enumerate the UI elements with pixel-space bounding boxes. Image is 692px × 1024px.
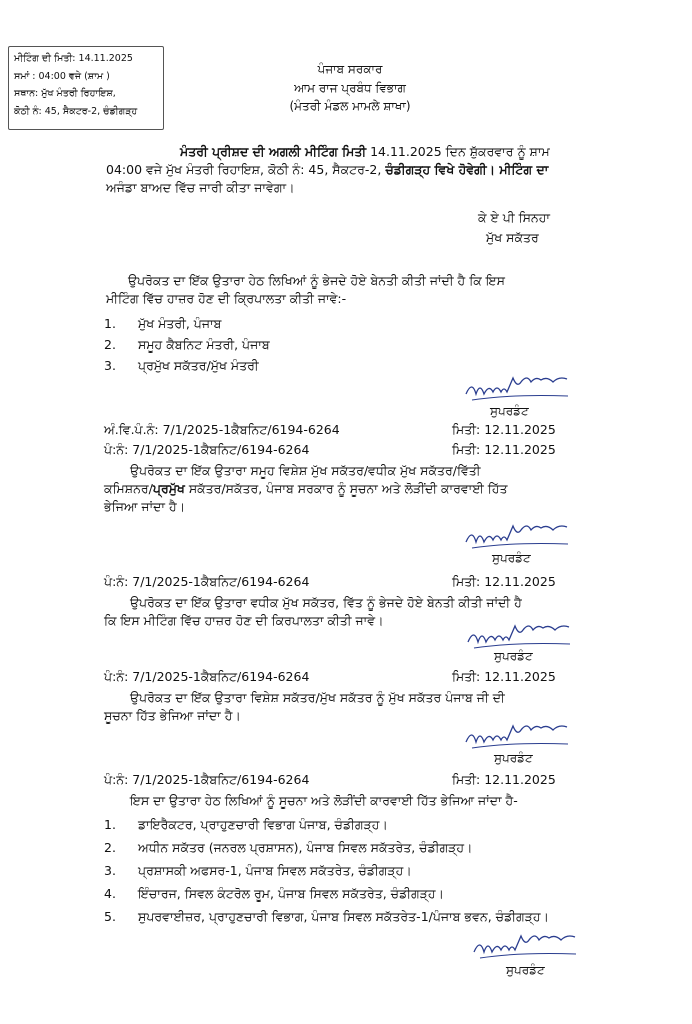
chief-secretary-designation: ਮੁੱਖ ਸਕੱਤਰ [486,230,539,245]
meeting-info-stamp [8,46,164,130]
branch-name: (ਮੰਤਰੀ ਮੰਡਲ ਮਾਮਲੇ ਸ਼ਾਖਾ) [289,99,411,114]
superintendent-label-1: ਸੁਪਰਡੰਟ [490,404,529,418]
list-item-number: 1. [104,817,116,833]
section4-line1: ਉਪਰੋਕਤ ਦਾ ਇੱਕ ਉਤਾਰਾ ਵਿਸ਼ੇਸ਼ ਸਕੱਤਰ/ਮੁੱਖ ਸਕੱਤਰ ਨੂੰ ਮੁੱਖ ਸਕੱਤਰ ਪੰਜਾਬ ਜੀ ਦੀ [130,690,505,705]
list-item-text: ਮੁੱਖ ਮੰਤਰੀ, ਪੰਜਾਬ [138,316,222,332]
notice-text-1: 14.11.2025 ਦਿਨ ਸ਼ੁੱਕਰਵਾਰ ਨੂੰ ਸ਼ਾਮ [366,144,550,159]
list-item-text: ਪ੍ਰਸ਼ਾਸਕੀ ਅਫਸਰ-1, ਪੰਜਾਬ ਸਿਵਲ ਸਕੱਤਰੇਤ, ਚੰਡੀਗੜ੍ਹ। [138,863,412,879]
reference-date: ਮਿਤੀ: 12.11.2025 [452,669,556,684]
superintendent-label-5: ਸੁਪਰਡੰਟ [506,963,545,977]
list-item-number: 5. [104,909,116,925]
section1-line1: ਉਪਰੋਕਤ ਦਾ ਇੱਕ ਉਤਾਰਾ ਹੇਠ ਲਿਖਿਆਂ ਨੂੰ ਭੇਜਦੇ ਹੋਏ ਬੇਨਤੀ ਕੀਤੀ ਜਾਂਦੀ ਹੈ ਕਿ ਇਸ [128,273,505,288]
list-item-number: 3. [104,863,116,879]
superintendent-label-4: ਸੁਪਰਡੰਟ [494,751,533,765]
section2-text [104,462,578,516]
section3-line2: ਕਿ ਇਸ ਮੀਟਿੰਗ ਵਿੱਚ ਹਾਜ਼ਰ ਹੋਣ ਦੀ ਕਿਰਪਾਲਤਾ ਕੀਤੀ ਜਾਵੇ। [104,613,384,629]
section2-line2 [104,480,578,498]
reference-date: ਮਿਤੀ: 12.11.2025 [452,772,556,787]
govt-name: ਪੰਜਾਬ ਸਰਕਾਰ [317,62,383,76]
notice-bold-lead: ਮੰਤਰੀ ਪ੍ਰੀਸ਼ਦ ਦੀ ਅਗਲੀ ਮੀਟਿੰਗ ਮਿਤੀ [180,144,367,159]
department-name: ਆਮ ਰਾਜ ਪ੍ਰਬੰਧ ਵਿਭਾਗ [294,80,406,95]
section2-line1: ਉਪਰੋਕਤ ਦਾ ਇੱਕ ਉਤਾਰਾ ਸਮੂਹ ਵਿਸ਼ੇਸ਼ ਮੁੱਖ ਸਕੱਤਰ/ਵਧੀਕ ਮੁੱਖ ਸਕੱਤਰ/ਵਿੱਤੀ [130,463,481,478]
stamp-venue: ਸਥਾਨ: ਮੁੱਖ ਮੰਤਰੀ ਰਿਹਾਇਸ਼, [14,88,116,100]
notice-bold-venue: ਚੰਡੀਗੜ੍ਹ ਵਿਖੇ ਹੋਵੇਗੀ। ਮੀਟਿੰਗ ਦਾ [385,162,549,178]
list-item-number: 3. [104,358,116,374]
reference-number: ਪੰ:ਨੰ: 7/1/2025-1ਕੈਬਨਿਟ/6194-6264 [104,669,310,684]
stamp-date: ਮੀਟਿੰਗ ਦੀ ਮਿਤੀ: 14.11.2025 [14,53,133,64]
list-item [104,906,549,929]
reference-date: ਮਿਤੀ: 12.11.2025 [452,422,556,437]
list-item-text: ਇੰਚਾਰਜ, ਸਿਵਲ ਕੰਟਰੋਲ ਰੂਮ, ਪੰਜਾਬ ਸਿਵਲ ਸਕੱਤਰੇਤ, ਚੰਡੀਗੜ੍ਹ। [138,886,444,902]
list-item-text: ਡਾਇਰੈਕਟਰ, ਪ੍ਰਾਹੁਣਚਾਰੀ ਵਿਭਾਗ ਪੰਜਾਬ, ਚੰਡੀਗੜ੍ਹ। [138,817,388,833]
chief-secretary-name: ਕੇ ਏ ਪੀ ਸਿਨਹਾ [478,210,550,225]
reference-row-a [104,421,564,439]
reference-number: ਅੰ.ਵਿ.ਪੰ.ਨੰ: 7/1/2025-1ਕੈਬਨਿਟ/6194-6264 [104,422,340,437]
list-item [104,356,270,377]
stamp-time: ਸਮਾਂ : 04:00 ਵਜੇ (ਸ਼ਾਮ ) [14,70,110,82]
meeting-notice [106,143,576,197]
list-item [104,860,549,883]
notice-text-3: ਅਜੰਡਾ ਬਾਅਦ ਵਿੱਚ ਜਾਰੀ ਕੀਤਾ ਜਾਵੇਗਾ। [106,180,295,196]
section1-line2: ਮੀਟਿੰਗ ਵਿੱਚ ਹਾਜ਼ਰ ਹੋਣ ਦੀ ਕ੍ਰਿਪਾਲਤਾ ਕੀਤੀ ਜਾਵੇ:- [106,291,347,307]
letterhead [250,60,450,116]
list-item-text: ਸਮੂਹ ਕੈਬਨਿਟ ਮੰਤਰੀ, ਪੰਜਾਬ [138,337,270,353]
reference-number: ਪੰ:ਨੰ: 7/1/2025-1ਕੈਬਨਿਟ/6194-6264 [104,772,310,787]
section2-line3: ਭੇਜਿਆ ਜਾਂਦਾ ਹੈ। [104,499,186,515]
list-item-number: 2. [104,337,116,353]
list-item [104,814,549,837]
reference-row-b [104,441,564,459]
list-item [104,883,549,906]
section2-line2-bold: ਪ੍ਰਮੁੱਖ [152,481,185,497]
reference-number: ਪੰ:ਨੰ: 7/1/2025-1ਕੈਬਨਿਟ/6194-6264 [104,574,310,589]
reference-date: ਮਿਤੀ: 12.11.2025 [452,574,556,589]
section4-line2: ਸੂਚਨਾ ਹਿੱਤ ਭੇਜਿਆ ਜਾਂਦਾ ਹੈ। [104,708,241,724]
superintendent-label-3: ਸੁਪਰਡੰਟ [494,649,533,663]
section2-line2-a: ਕਮਿਸ਼ਨਰ/ [104,481,153,497]
section2-line2-c: ਸਕੱਤਰ/ਸਕੱਤਰ, ਪੰਜਾਬ ਸਰਕਾਰ ਨੂੰ ਸੂਚਨਾ ਅਤੇ ਲੋੜੀਂਦੀ ਕਾਰਵਾਈ ਹਿੱਤ [184,481,508,497]
reference-date: ਮਿਤੀ: 12.11.2025 [452,442,556,457]
reference-number: ਪੰ:ਨੰ: 7/1/2025-1ਕੈਬਨਿਟ/6194-6264 [104,442,310,457]
superintendent-signature-1 [462,372,580,406]
list-item-text: ਪ੍ਰਮੁੱਖ ਸਕੱਤਰ/ਮੁੱਖ ਮੰਤਰੀ [138,358,259,374]
list-item-number: 4. [104,886,116,902]
reference-row-d [104,668,564,686]
list-item [104,837,549,860]
superintendent-label-2: ਸੁਪਰਡੰਟ [492,551,531,565]
section5-list [104,814,549,929]
list-item-number: 2. [104,840,116,856]
list-item [104,314,270,335]
notice-text-2: 04:00 ਵਜੇ ਮੁੱਖ ਮੰਤਰੀ ਰਿਹਾਇਸ਼, ਕੋਠੀ ਨੰ: 45, ਸੈਕਟਰ-2, [106,162,386,178]
section1-list [104,314,270,377]
section1-text [106,272,576,308]
reference-row-e [104,771,564,789]
section5-intro: ਇਸ ਦਾ ਉਤਾਰਾ ਹੇਠ ਲਿਖਿਆਂ ਨੂੰ ਸੂਚਨਾ ਅਤੇ ਲੋੜੀਂਦੀ ਕਾਰਵਾਈ ਹਿੱਤ ਭੇਜਿਆ ਜਾਂਦਾ ਹੈ- [130,793,518,808]
list-item-number: 1. [104,316,116,332]
list-item-text: ਸੁਪਰਵਾਈਜ਼ਰ, ਪ੍ਰਾਹੁਣਚਾਰੀ ਵਿਭਾਗ, ਪੰਜਾਬ ਸਿਵਲ ਸਕੱਤਰੇਤ-1/ਪੰਜਾਬ ਭਵਨ, ਚੰਡੀਗੜ੍ਹ। [138,909,549,925]
section4-text [104,689,578,725]
stamp-address: ਕੋਠੀ ਨੰ: 45, ਸੈਕਟਰ-2, ਚੰਡੀਗੜ੍ਹ [14,105,138,117]
superintendent-signature-5 [470,932,588,964]
list-item [104,335,270,356]
section3-line1: ਉਪਰੋਕਤ ਦਾ ਇੱਕ ਉਤਾਰਾ ਵਧੀਕ ਮੁੱਖ ਸਕੱਤਰ, ਵਿੱਤ ਨੂੰ ਭੇਜਦੇ ਹੋਏ ਬੇਨਤੀ ਕੀਤੀ ਜਾਂਦੀ ਹੈ [130,595,522,610]
list-item-text: ਅਧੀਨ ਸਕੱਤਰ (ਜਨਰਲ ਪ੍ਰਸ਼ਾਸਨ), ਪੰਜਾਬ ਸਿਵਲ ਸਕੱਤਰੇਤ, ਚੰਡੀਗੜ੍ਹ। [138,840,473,856]
chief-secretary-signature [478,208,550,248]
reference-row-c [104,573,564,591]
